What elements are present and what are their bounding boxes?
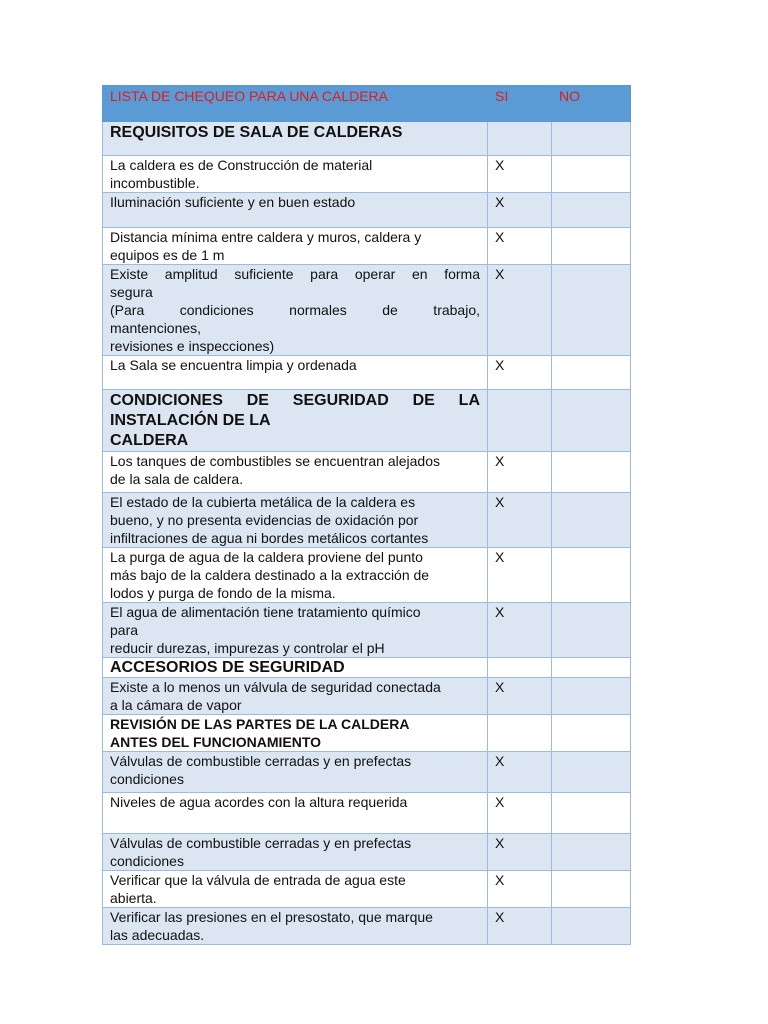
no-cell (552, 603, 631, 658)
item-text: Los tanques de combustibles se encuentran alejados de la sala de caldera. (103, 452, 488, 493)
no-cell (552, 356, 631, 390)
section-title: REVISIÓN DE LAS PARTES DE LA CALDERA ANTES DEL FUNCIONAMIENTO (103, 715, 488, 752)
no-cell (552, 715, 631, 752)
table-row (103, 752, 631, 793)
no-cell (552, 493, 631, 548)
si-cell: X (488, 793, 552, 834)
si-cell (488, 715, 552, 752)
item-text: El agua de alimentación tiene tratamiento químico para reducir durezas, impurezas y controlar el pH (103, 603, 488, 658)
no-cell (552, 834, 631, 871)
si-cell (488, 122, 552, 156)
no-cell (552, 548, 631, 603)
si-cell: X (488, 452, 552, 493)
item-text: Existe amplitud suficiente para operar en forma segura (Para condiciones normales de trabajo, mantenciones, revisiones e inspecciones) (103, 265, 488, 356)
si-cell: X (488, 908, 552, 945)
table-row (103, 871, 631, 908)
si-cell: X (488, 193, 552, 228)
item-text: Distancia mínima entre caldera y muros, caldera y equipos es de 1 m (103, 228, 488, 265)
column-header-si: SI (488, 86, 552, 122)
table-row (103, 493, 631, 548)
table-header-row (103, 86, 631, 122)
si-cell: X (488, 228, 552, 265)
item-text: Existe a lo menos un válvula de seguridad conectada a la cámara de vapor (103, 678, 488, 715)
no-cell (552, 752, 631, 793)
table-row (103, 452, 631, 493)
table-row (103, 834, 631, 871)
no-cell (552, 658, 631, 678)
section-row (103, 715, 631, 752)
table-row (103, 548, 631, 603)
no-cell (552, 265, 631, 356)
section-row (103, 122, 631, 156)
no-cell (552, 678, 631, 715)
table-row (103, 678, 631, 715)
si-cell: X (488, 678, 552, 715)
table-row (103, 265, 631, 356)
si-cell (488, 390, 552, 452)
item-text: Válvulas de combustible cerradas y en prefectas condiciones (103, 752, 488, 793)
no-cell (552, 156, 631, 193)
table-row (103, 156, 631, 193)
item-text: Niveles de agua acordes con la altura requerida (103, 793, 488, 834)
section-title: CONDICIONES DE SEGURIDAD DE LA INSTALACIÓN DE LA CALDERA (103, 390, 488, 452)
si-cell: X (488, 548, 552, 603)
no-cell (552, 228, 631, 265)
no-cell (552, 793, 631, 834)
si-cell (488, 658, 552, 678)
section-title: ACCESORIOS DE SEGURIDAD (103, 658, 488, 678)
si-cell: X (488, 752, 552, 793)
section-row (103, 658, 631, 678)
item-text: Válvulas de combustible cerradas y en prefectas condiciones (103, 834, 488, 871)
table-row (103, 228, 631, 265)
table-row (103, 356, 631, 390)
no-cell (552, 908, 631, 945)
no-cell (552, 452, 631, 493)
section-title: REQUISITOS DE SALA DE CALDERAS (103, 122, 488, 156)
item-text: Verificar las presiones en el presostato, que marque las adecuadas. (103, 908, 488, 945)
si-cell: X (488, 356, 552, 390)
table-title: LISTA DE CHEQUEO PARA UNA CALDERA (103, 86, 488, 122)
item-text: La caldera es de Construcción de material incombustible. (103, 156, 488, 193)
item-text: La purga de agua de la caldera proviene del punto más bajo de la caldera destinado a la extracción de lodos y purga de fondo de la misma. (103, 548, 488, 603)
item-text: El estado de la cubierta metálica de la caldera es bueno, y no presenta evidencias de oxidación por infiltraciones de agua ni bordes metálicos cortantes (103, 493, 488, 548)
si-cell: X (488, 871, 552, 908)
no-cell (552, 871, 631, 908)
si-cell: X (488, 493, 552, 548)
si-cell: X (488, 265, 552, 356)
no-cell (552, 193, 631, 228)
si-cell: X (488, 156, 552, 193)
table-row (103, 793, 631, 834)
item-text: Verificar que la válvula de entrada de agua este abierta. (103, 871, 488, 908)
item-text: Iluminación suficiente y en buen estado (103, 193, 488, 228)
table-row (103, 193, 631, 228)
item-text: La Sala se encuentra limpia y ordenada (103, 356, 488, 390)
column-header-no: NO (552, 86, 631, 122)
si-cell: X (488, 834, 552, 871)
table-row (103, 603, 631, 658)
no-cell (552, 390, 631, 452)
section-row (103, 390, 631, 452)
table-row (103, 908, 631, 945)
checklist-table (102, 85, 631, 945)
no-cell (552, 122, 631, 156)
si-cell: X (488, 603, 552, 658)
